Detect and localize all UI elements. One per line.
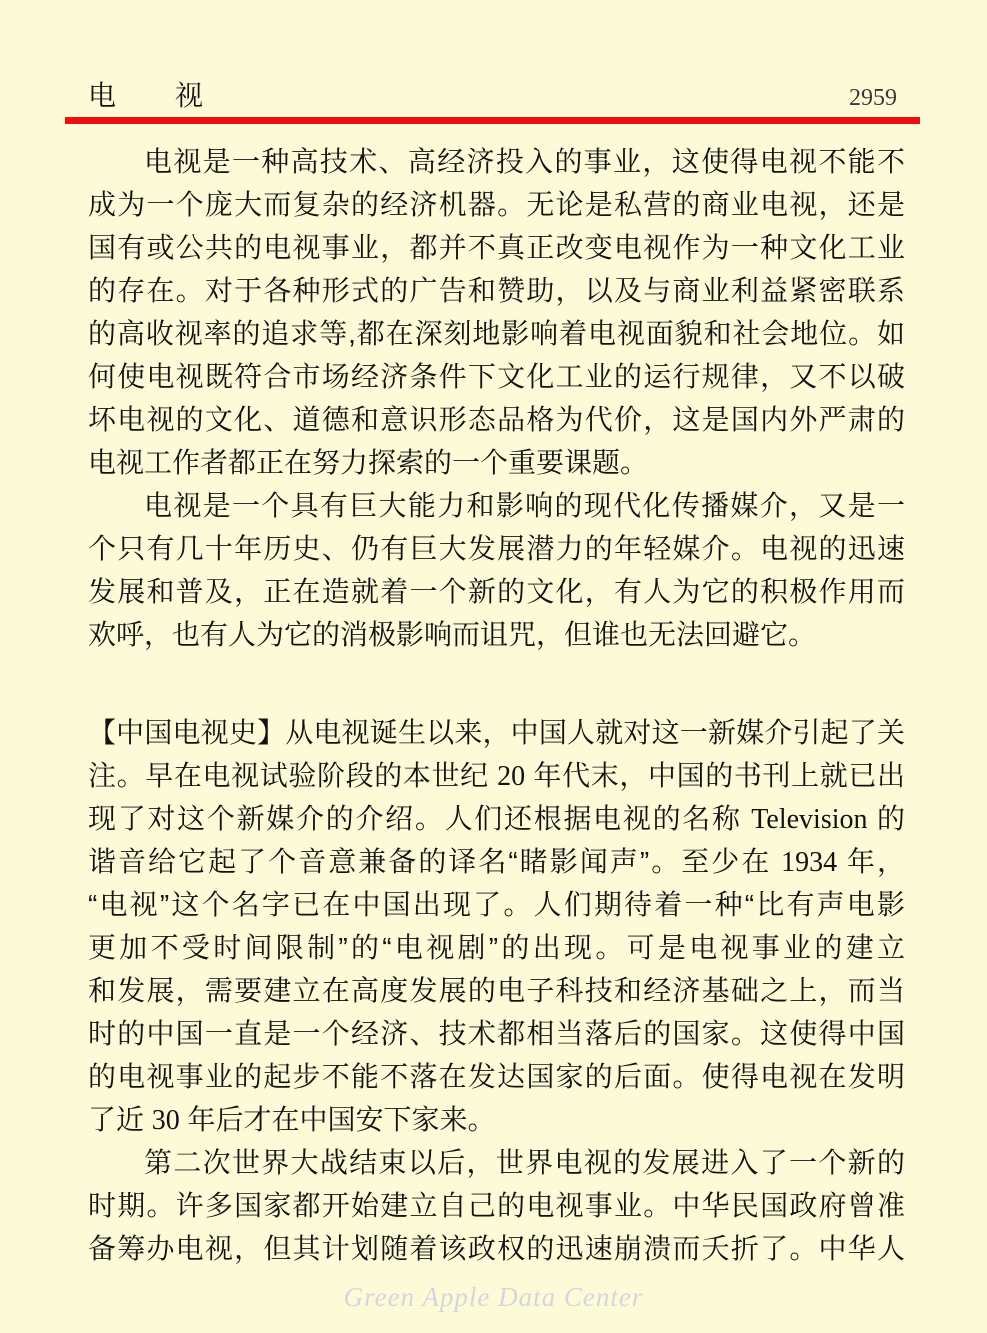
- text-block: [88, 140, 905, 1270]
- text-line: 更加不受时间限制”的“电视剧”的出现。可是电视事业的建立: [88, 932, 905, 963]
- text-line: 的高收视率的追求等,都在深刻地影响着电视面貌和社会地位。如: [88, 318, 905, 349]
- page-header: [0, 0, 987, 110]
- text-line: 备筹办电视，但其计划随着该政权的迅速崩溃而夭折了。中华人: [88, 1233, 905, 1264]
- text-line: 了近 30 年后才在中国安下家来。: [88, 1104, 496, 1136]
- text-line: 电视是一个具有巨大能力和影响的现代化传播媒介，又是一: [144, 490, 905, 521]
- text-line: 和发展，需要建立在高度发展的电子科技和经济基础之上，而当: [88, 975, 905, 1006]
- latin-text: Television: [751, 804, 868, 835]
- latin-text: 1934: [781, 847, 838, 878]
- text-line: 成为一个庞大而复杂的经济机器。无论是私营的商业电视，还是: [88, 189, 905, 220]
- text-line: 【中国电视史】从电视诞生以来，中国人就对这一新媒介引起了关: [88, 717, 905, 748]
- latin-text: 20: [497, 761, 526, 792]
- text-line: 发展和普及，正在造就着一个新的文化，有人为它的积极作用而: [88, 576, 905, 607]
- text-line: 电视工作者都正在努力探索的一个重要课题。: [88, 447, 649, 478]
- text-line: 坏电视的文化、道德和意识形态品格为代价，这是国内外严肃的: [88, 404, 905, 435]
- text-line: 谐音给它起了个音意兼备的译名“睹影闻声”。至少在 1934 年，: [88, 846, 905, 878]
- text-line: “电视”这个名字已在中国出现了。人们期待着一种“比有声电影: [88, 889, 905, 920]
- latin-text: 30: [151, 1105, 180, 1136]
- paragraph: [88, 140, 905, 484]
- text-line: 何使电视既符合市场经济条件下文化工业的运行规律，又不以破: [88, 361, 905, 392]
- text-line: 电视是一种高技术、高经济投入的事业，这使得电视不能不: [144, 146, 905, 177]
- text-line: 时期。许多国家都开始建立自己的电视事业。中华民国政府曾准: [88, 1190, 905, 1221]
- text-line: 国有或公共的电视事业，都并不真正改变电视作为一种文化工业: [88, 232, 905, 263]
- text-line: 个只有几十年历史、仍有巨大发展潜力的年轻媒介。电视的迅速: [88, 533, 905, 564]
- text-line: 欢呼，也有人为它的消极影响而诅咒，但谁也无法回避它。: [88, 619, 817, 650]
- text-line: 现了对这个新媒介的介绍。人们还根据电视的名称 Television 的: [88, 803, 905, 835]
- paragraph: [88, 484, 905, 656]
- paragraph: [88, 1141, 905, 1270]
- page-number: 2959: [849, 85, 897, 111]
- text-line: 注。早在电视试验阶段的本世纪 20 年代末，中国的书刊上就已出: [88, 760, 905, 792]
- paragraph: [88, 711, 905, 1141]
- text-line: 的电视事业的起步不能不落在发达国家的后面。使得电视在发明: [88, 1061, 905, 1092]
- page-title: 电 视: [88, 80, 205, 111]
- watermark: Green Apple Data Center: [343, 1282, 644, 1312]
- header-rule: [65, 117, 920, 124]
- text-line: 第二次世界大战结束以后，世界电视的发展进入了一个新的: [144, 1147, 905, 1178]
- text-line: 的存在。对于各种形式的广告和赞助，以及与商业利益紧密联系: [88, 275, 905, 306]
- text-line: 时的中国一直是一个经济、技术都相当落后的国家。这使得中国: [88, 1018, 905, 1049]
